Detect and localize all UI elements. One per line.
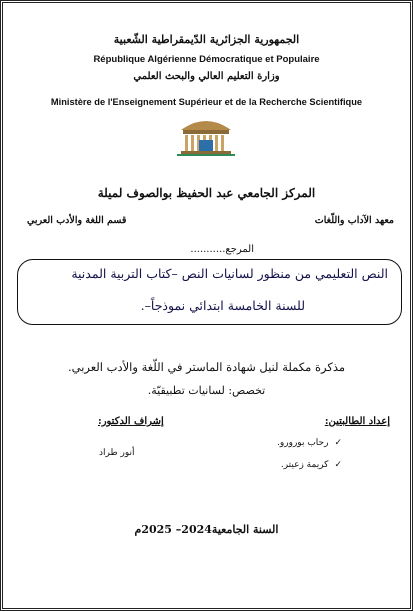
checkmark-icon: ✓: [334, 438, 342, 448]
supervisor-name: أنور طراد: [99, 448, 135, 458]
university-center: المركز الجامعي عبد الحفيظ بوالصوف لميلة: [97, 186, 316, 200]
student-item: [281, 460, 342, 470]
students-label: إعداد الطالبتين:: [324, 416, 390, 427]
ministry-french: Ministère de l'Enseignement Supérieur et de la Recherche Scientifique: [50, 97, 363, 107]
university-building-logo: [173, 110, 239, 158]
student-name: كريمة زعيتر.: [280, 460, 329, 470]
student-item: [277, 438, 342, 448]
republic-arabic: الجمهورية الجزائرية الدّيمقراطية الشّعبية: [113, 33, 300, 46]
department-name: قسم اللغة والأدب العربي: [27, 215, 127, 226]
student-name: رحاب بورورو.: [277, 438, 329, 448]
republic-french: République Algérienne Démocratique et Populaire: [93, 54, 320, 65]
thesis-title-line2: للسنة الخامسة ابتدائي نموذجاً–.: [140, 298, 305, 313]
academic-year: السنة الجامعية2024– 2025م: [134, 523, 279, 536]
institute-name: معهد الآداب واللّغات: [314, 215, 394, 226]
thesis-specialty: تخصص: لسانيات تطبيقيّة.: [147, 384, 266, 397]
checkmark-icon: ✓: [334, 460, 342, 470]
thesis-purpose: مذكرة مكملة لنيل شهادة الماستر في اللّغة والأدب العربي.: [67, 360, 346, 374]
supervisor-label: إشراف الدكتور:: [98, 416, 164, 427]
reference-number: المرجع...........: [190, 244, 254, 255]
ministry-arabic: وزارة التعليم العالي والبحث العلمي: [133, 71, 280, 82]
thesis-title-line1: النص التعليمي من منظور لسانيات النص –كتاب التربية المدنية: [71, 266, 388, 281]
